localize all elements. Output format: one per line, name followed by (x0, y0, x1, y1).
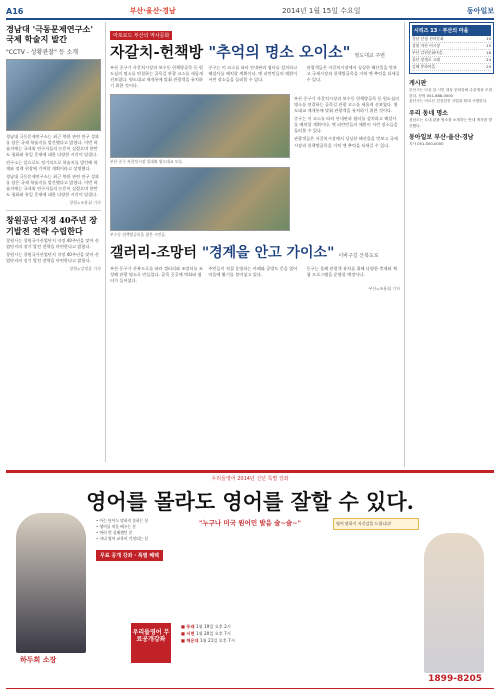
article-photo (6, 59, 101, 131)
index-item[interactable]: 부산 감천문화마을 18 (412, 50, 491, 57)
article-body: 창원시는 창원국가산업단지 지정 40주년을 맞아 산업단지의 장기 발전 전략을 마련한다고 밝혔다. (6, 237, 99, 250)
article-body: 경남대 극동문제연구소는 최근 북한 관련 연구 성과를 담은 국제 학술지를 발간했다고 밝혔다. 이번 학술지에는 국내외 연구자들의 논문이 실렸으며 한반도 평화와 통일 문제에 대한 다양한 시각이 담겼다. (6, 133, 99, 157)
article-headline: 경남대 '극동문제연구소' 국제 학술지 발간 (6, 24, 93, 45)
ad-headline: 영어를 몰라도 영어를 잘할 수 있다. (86, 489, 414, 514)
left-column (6, 22, 106, 462)
photo-caption: 부산 중구 자갈치시장 일대와 영도대교 모습. (110, 158, 184, 164)
board-heading: 게시판 (409, 80, 427, 88)
schedule-row: ■ 동래 1월 19일 오후 2시 (181, 624, 231, 629)
right-column: 시리즈 13 · 부산의 마을 경남 산청 선비문화 10 창원 마산 어시장 15 부산 감천문화마을 18 울산 장생포 고래 24 김해 봉하마을 29 게시판 부산시는 다음 달 시민 대상 문화강좌 수강생을 모집한다. 문의 051-888-0000 울산시는 어르신 건강검진 사업을 확대 시행한다. 우리 동네 명소 경남도는 도내 관광 명소를 소개하는 안내 책자를 발간했다. 동아일보 부산·울산·경남 지사 051-000-0000 (404, 22, 494, 467)
photo-caption: 보수동 헌책방골목을 찾은 시민들. (110, 231, 167, 237)
schedule-row: ■ 서면 1월 20일 오후 7시 (181, 631, 231, 637)
ad-subheadline: "누구나 미국 원어민 발음 술~술~" (198, 519, 302, 527)
ad-top-line: 우리들영어 2014년 신년 특별 강좌 (211, 476, 289, 482)
article-headline: 창원공단 지정 40주년 장기발전 전략 수립한다 (6, 215, 98, 236)
lecture-schedule (181, 623, 341, 644)
byline: 창원=조용휘 기자 (69, 200, 101, 206)
feature-photo-2 (110, 167, 290, 231)
issue-date: 2014년 1월 15일 수요일 (282, 7, 361, 15)
testimonial-bubble: 영어 말하기 자신감을 드립니다! (333, 518, 419, 530)
byline: 창원=강정훈 기자 (69, 266, 101, 272)
board-heading: 우리 동네 명소 (409, 109, 448, 117)
article-body: 연구소는 앞으로도 정기적으로 학술지를 발간해 학계와 정책 현장에 기여할 계획이라고 설명했다. (6, 159, 98, 171)
phone-number[interactable]: 1899-8205 (428, 674, 482, 684)
feature-headline: 자갈치-헌책방 "추억의 명소 오이소" 영도대교 주변 (110, 43, 385, 61)
article-columns: 부산 중구가 자갈치시장과 보수동 헌책방골목 등 원도심의 명소를 연결하는 골목길 관광 코스를 새롭게 선보였다. 영도대교 재개통에 맞춰 관광객을 유치하기 위한 것이다. 중구는 이 코스를 따라 안내판과 쉼터를 설치하고 해설사를 배치할 계획이다. 옛 피란민들의 애환이 서린 장소들을 둘러볼 수 있다. 관광객들은 자갈치시장에서 싱싱한 해산물을 맛보고 국제시장과 헌책방골목을 거쳐 옛 추억을 되새길 수 있다. (110, 64, 400, 88)
ad-bullet: • 아는 단어도 말하지 못하는 분 (96, 518, 149, 523)
ad-banner: 무료 공개 강좌 · 특별 혜택 (96, 550, 163, 561)
section-title: 부산·울산·경남 (129, 7, 176, 15)
model-photo (424, 533, 484, 673)
advertisement[interactable] (6, 470, 494, 689)
instructor-photo (16, 513, 86, 653)
instructor-name: 하두희 소장 (20, 656, 57, 664)
board-heading: 동아일보 부산·울산·경남 (409, 134, 474, 142)
schedule-row: ■ 해운대 1월 21일 오후 7시 (181, 638, 235, 644)
ad-bullet: • 여러 번 실패했던 분 (96, 530, 133, 536)
index-list (412, 36, 491, 71)
ad-bullet: • 영어를 처음 배우는 분 (96, 524, 137, 530)
article-columns: 부산 동구가 산복도로를 따라 갤러리와 조망터를 조성해 관광 명소로 만들었다. 골목 곳곳에 벽화와 쉼터가 들어섰다. 주민들이 직접 운영하는 카페와 공방도 문을 열어 마을에 활기를 불어넣고 있다. 동구는 올해 관광객 유치를 위해 다양한 축제와 체험 프로그램을 운영할 예정이다. (110, 265, 397, 284)
page-number: A16 (6, 6, 24, 16)
free-lecture-badge: 우리들영어 무료공개강좌 (131, 623, 171, 663)
index-item[interactable]: 김해 봉하마을 29 (412, 64, 491, 71)
article-body: 창원시는 창원국가산업단지 지정 40주년을 맞아 산업단지의 장기 발전 전략을 마련한다고 밝혔다. (6, 252, 99, 264)
index-item[interactable]: 경남 산청 선비문화 10 (412, 36, 491, 43)
article-body: 경남대 극동문제연구소는 최근 북한 관련 연구 성과를 담은 국제 학술지를 발간했다고 밝혔다. 이번 학술지에는 국내외 연구자들의 논문이 실렸으며 한반도 평화와 통일 문제에 대한 다양한 시각이 담겼다. (6, 174, 99, 198)
byline: 부산=조용휘 기자 (368, 286, 400, 292)
second-headline: 갤러리-조망터 "경계을 안고 가이소" 이바구길 산복도로 (110, 244, 379, 261)
feature-photo-1 (110, 94, 290, 158)
ad-bullet: • 자녀 영어 교육이 걱정되는 분 (96, 536, 149, 542)
index-item[interactable]: 울산 장생포 고래 24 (412, 57, 491, 64)
page-header (6, 4, 494, 20)
feature-article: 마포로드 부산의 역사문화 자갈치-헌책방 "추억의 명소 오이소" 영도대교 주변 부산 중구가 자갈치시장과 보수동 헌책방골목 등 원도심의 명소를 연결하는 골목길 관광 코스를 새롭게 선보였다. 영도대교 재개통에 맞춰 관광객을 유치하기 위한 것이다. 중구는 이 코스를 따라 안내판과 쉼터를 설치하고 해설사를 배치할 계획이다. 옛 피란민들의 애환이 서린 장소들을 둘러볼 수 있다. 관광객들은 자갈치시장에서 싱싱한 해산물을 맛보고 국제시장과 헌책방골목을 거쳐 옛 추억을 되새길 수 있다. 부산 중구 자갈치시장 일대와 영도대교 모습. 보수동 헌책방골목을 찾은 시민들. 부산 중구가 자갈치시장과 보수동 헌책방골목 등 원도심의 명소를 연결하는 골목길 관광 코스를 새롭게 선보였다. 영도대교 재개통에 맞춰 관광객을 유치하기 위한 것이다. 중구는 이 코스를 따라 안내판과 쉼터를 설치하고 해설사를 배치할 계획이다. 옛 피란민들의 애환이 서린 장소들을 둘러볼 수 있다. 관광객들은 자갈치시장에서 싱싱한 해산물을 맛보고 국제시장과 헌책방골목을 거쳐 옛 추억을 되새길 수 있다. 갤러리-조망터 "경계을 안고 가이소" 이바구길 산복도로 부산 동구가 산복도로를 따라 갤러리와 조망터를 조성해 관광 명소로 만들었다. 골목 곳곳에 벽화와 쉼터가 들어섰다. 주민들이 직접 운영하는 카페와 공방도 문을 열어 마을에 활기를 불어넣고 있다. 동구는 올해 관광객 유치를 위해 다양한 축제와 체험 프로그램을 운영할 예정이다. 부산=조용휘 기자 (110, 33, 400, 292)
brand-logo: 동아일보 (466, 7, 494, 15)
article-subhead: "CCTV - 상황관찰" 등 소개 (6, 48, 79, 56)
series-tag: 마포로드 부산의 역사문화 (110, 31, 172, 40)
series-index-box: 시리즈 13 · 부산의 마을 경남 산청 선비문화 10 창원 마산 어시장 15 부산 감천문화마을 18 울산 장생포 고래 24 김해 봉하마을 29 (409, 22, 494, 74)
index-item[interactable]: 창원 마산 어시장 15 (412, 43, 491, 50)
